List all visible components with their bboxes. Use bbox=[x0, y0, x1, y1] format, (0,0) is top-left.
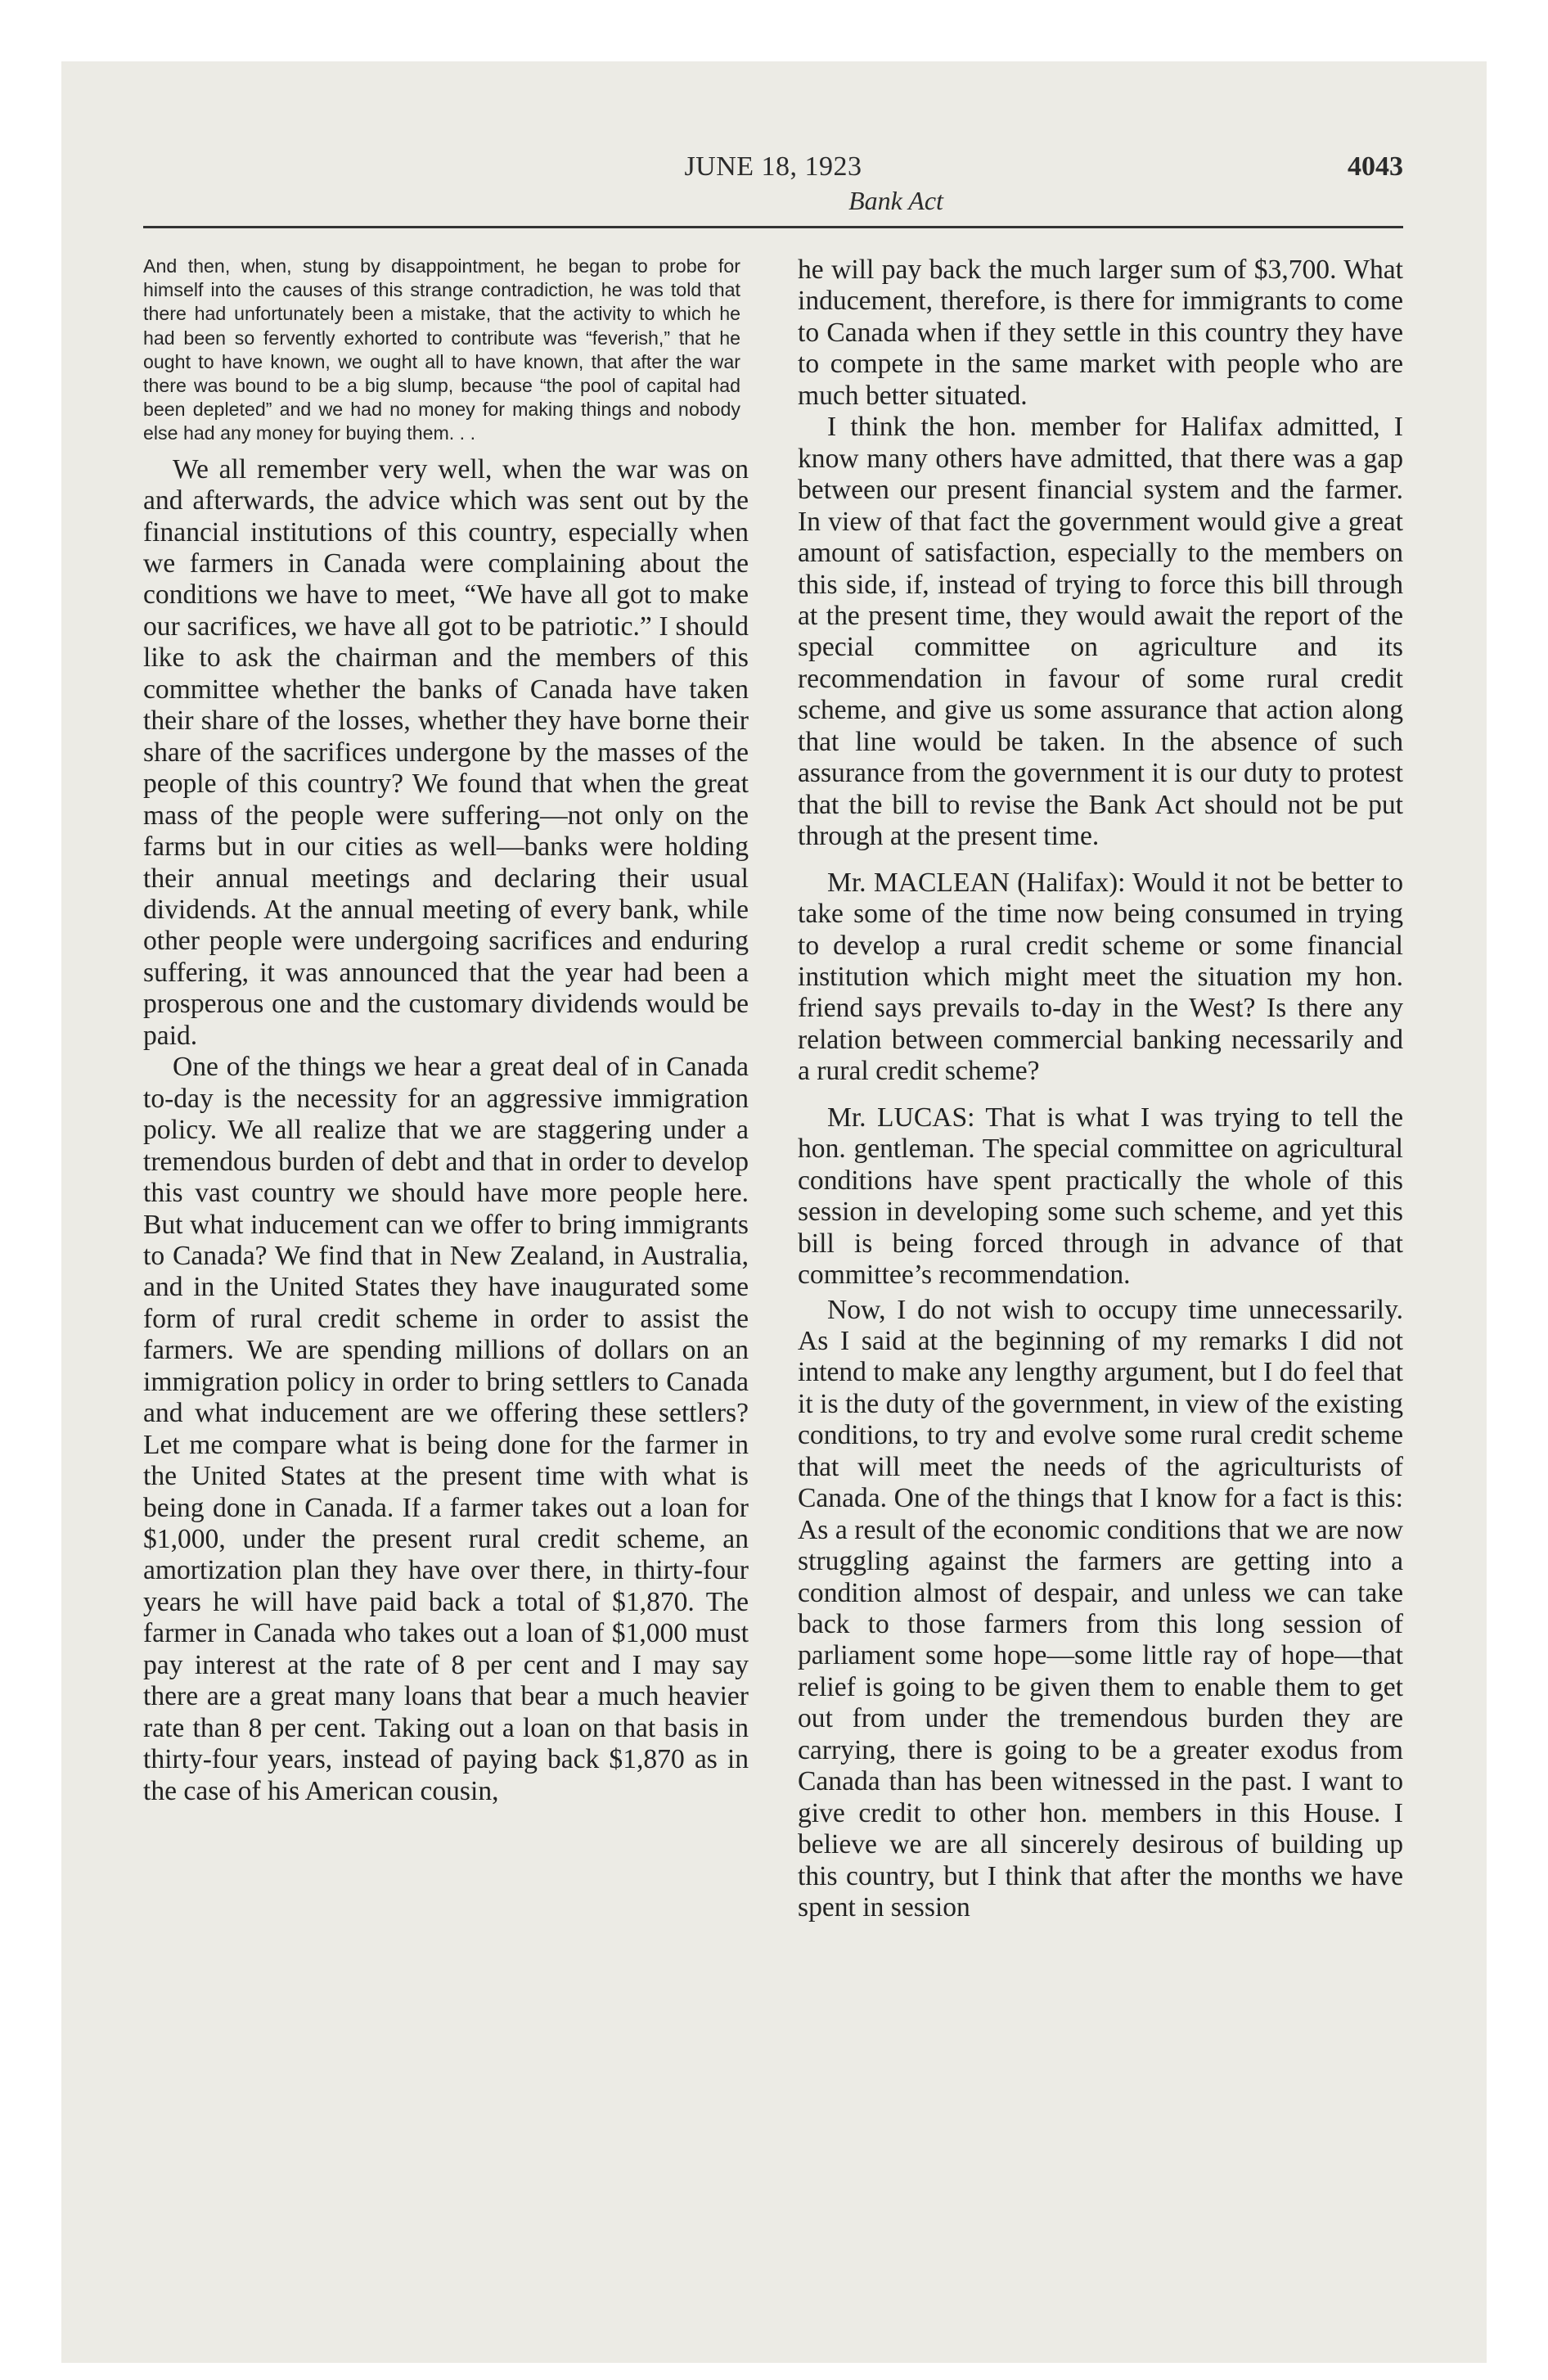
page-number: 4043 bbox=[1348, 151, 1403, 182]
right-column bbox=[798, 255, 1403, 1924]
header-date: JUNE 18, 1923 bbox=[684, 151, 862, 182]
paragraph: Now, I do not wish to occupy time unnecessarily. As I said at the beginning of my remarks I did not intend to make any lengthy argument, but I do feel that it is the duty of the government, in view of the existing conditions, to try and evolve some rural credit scheme that will meet the needs of the agriculturists of Canada. One of the things that I know for a fact is this: As a result of the economic conditions that we are now struggling against the farmers are getting into a condition almost of despair, and unless we can take back to those farmers from this long session of parliament some hope—some little ray of hope—that relief is going to be given them to enable them to get out from under the tremendous burden they are carrying, there is going to be a greater exodus from Canada than has been witnessed in the past. I want to give credit to other hon. members in this House. I believe we are all sincerely desirous of building up this country, but I think that after the months we have spent in session bbox=[798, 1294, 1403, 1923]
page-sheet bbox=[61, 61, 1487, 2363]
speaker-paragraph: Mr. LUCAS: That is what I was trying to tell the hon. gentleman. The special committee on agricultural conditions have spent practically the whole of this session in developing some such scheme, and yet this bill is being forced through in advance of that committee’s recommendation. bbox=[798, 1102, 1403, 1291]
paragraph: I think the hon. member for Halifax admitted, I know many others have admitted, that there was a gap between our present financial system and the farmer. In view of that fact the government would give a great amount of satisfaction, especially to the members on this side, if, instead of trying to force this bill through at the present time, they would await the report of the special committee on agriculture and its recommendation in favour of some rural credit scheme, and give us some assurance that action along that line would be taken. In the absence of such assurance from the government it is our duty to protest that the bill to revise the Bank Act should not be put through at the present time. bbox=[798, 412, 1403, 852]
paragraph: One of the things we hear a great deal of in Canada to-day is the necessity for an aggressive immigration policy. We all realize that we are staggering under a tremendous burden of debt and that in order to develop this vast country we should have more people here. But what inducement can we offer to bring immigrants to Canada? We find that in New Zealand, in Australia, and in the United States they have inaugurated some form of rural credit scheme in order to assist the farmers. We are spending millions of dollars on an immigration policy in order to bring settlers to Canada and what inducement are we offering these settlers? Let me compare what is being done for the farmer in the United States at the present time with what is being done in Canada. If a farmer takes out a loan for $1,000, under the present rural credit scheme, an amortization plan they have over there, in thirty-four years he will have paid back a total of $1,870. The farmer in Canada who takes out a loan of $1,000 must pay interest at the rate of 8 per cent and I may say there are a great many loans that bear a much heavier rate than 8 per cent. Taking out a loan on that basis in thirty-four years, instead of paying back $1,870 as in the case of his American cousin, bbox=[143, 1052, 749, 1806]
speaker-paragraph: Mr. MACLEAN (Halifax): Would it not be better to take some of the time now being consumed in trying to develop a rural credit scheme or some financial institution which might meet the situation my hon. friend says prevails to-day in the West? Is there any relation between commercial banking necessarily and a rural credit scheme? bbox=[798, 867, 1403, 1087]
paragraph: he will pay back the much larger sum of $3,700. What inducement, therefore, is there for immigrants to come to Canada when if they settle in this country they have to compete in the same market with people who are much better situated. bbox=[798, 255, 1403, 411]
running-head: Bank Act bbox=[848, 186, 943, 215]
block-quote: And then, when, stung by disappointment, he began to probe for himself into the causes of this strange contradiction, he was told that there had unfortunately been a mistake, that the activity to which he had been so fervently exhorted to contribute was “feverish,” that he ought to have known, we ought all to have known, that after the war there was bound to be a big slump, because “the pool of capital had been depleted” and we had no money for making things and nobody else had any money for buying them. . . bbox=[143, 255, 740, 444]
page-header bbox=[143, 151, 1403, 215]
left-column bbox=[143, 255, 749, 1807]
paragraph: We all remember very well, when the war was on and afterwards, the advice which was sent out by the financial institutions of this country, especially when we farmers in Canada were complaining about the conditions we have to meet, “We have all got to make our sacrifices, we have all got to be patriotic.” I should like to ask the chairman and the members of this committee whether the banks of Canada have taken their share of the losses, whether they have borne their share of the sacrifices undergone by the masses of the people of this country? We found that when the great mass of the people were suffering—not only on the farms but in our cities as well—banks were holding their annual meetings and declaring their usual dividends. At the annual meeting of every bank, while other people were undergoing sacrifices and enduring suffering, it was announced that the year had been a prosperous one and the customary dividends would be paid. bbox=[143, 453, 749, 1051]
header-rule bbox=[143, 226, 1403, 228]
